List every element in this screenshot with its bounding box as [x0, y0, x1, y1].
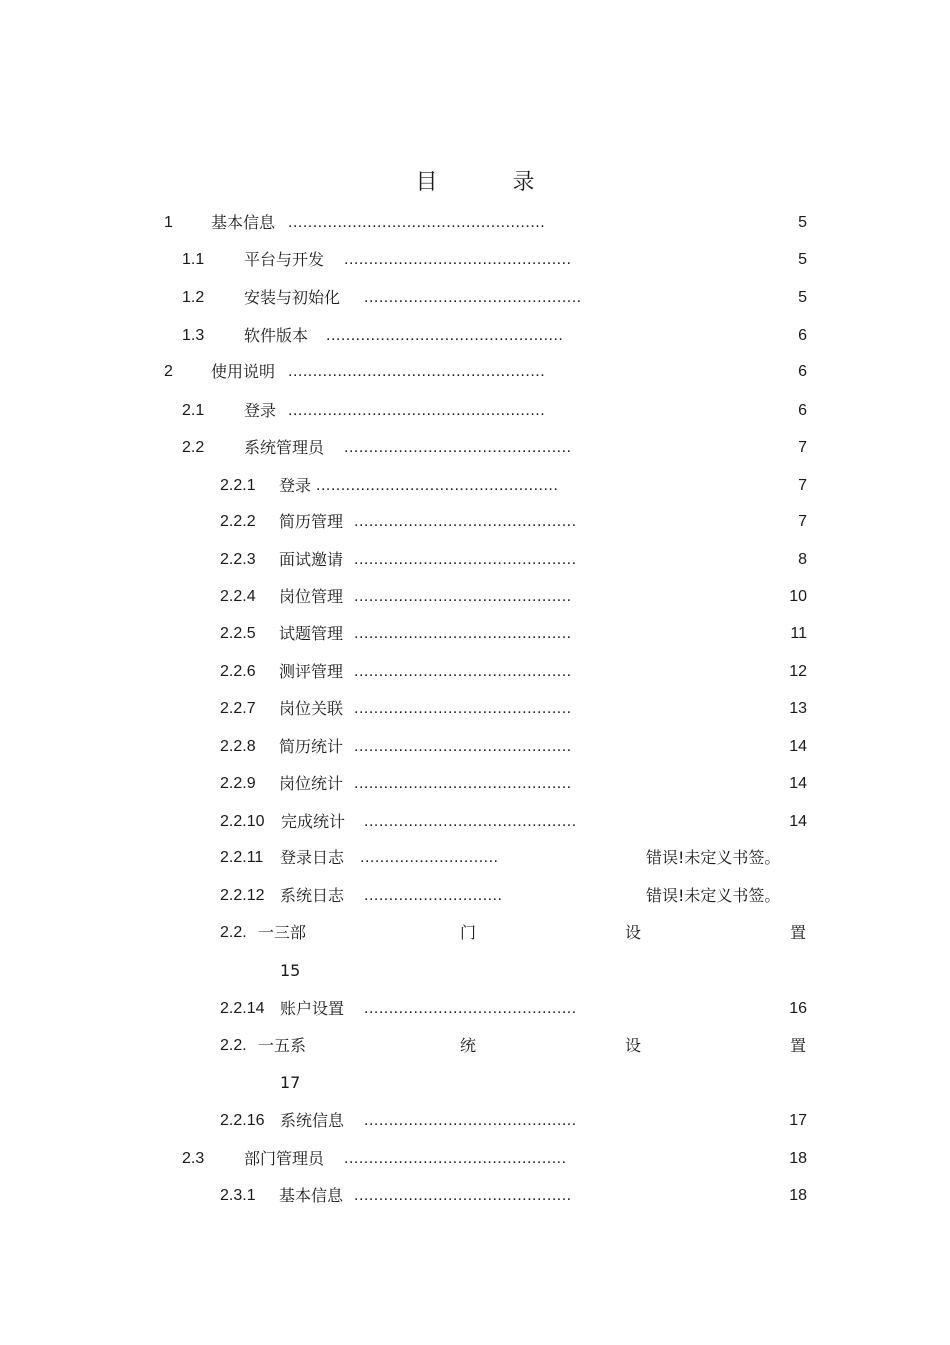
toc-entry[interactable]: [220, 1109, 820, 1133]
toc-entry-title: 使用说明: [211, 362, 276, 381]
toc-entry-title: 系统信息: [280, 1111, 345, 1130]
toc-entry-number: 2.2.3: [220, 551, 256, 568]
toc-entry-title: 岗位管理: [279, 587, 344, 606]
toc-entry-number: 2.3.1: [220, 1187, 256, 1204]
toc-entry-page: 5: [798, 289, 807, 306]
toc-entry-number: 2.2.12: [220, 887, 265, 904]
toc-leader-dots: ..............................................: [344, 251, 572, 268]
toc-entry-number: 2.2.1: [220, 477, 256, 494]
toc-entry-title-part: 置: [790, 1036, 807, 1055]
toc-entry[interactable]: [182, 1147, 822, 1171]
toc-leader-dots: ............................: [360, 849, 499, 866]
toc-entry-page: 7: [798, 439, 807, 456]
toc-leader-dots: .................................................: [316, 477, 559, 494]
toc-entry-number: 2.2.7: [220, 700, 256, 717]
toc-entry-title: 软件版本: [244, 326, 309, 345]
toc-entry-page: 17: [280, 1073, 301, 1092]
toc-entry-title: 测评管理: [279, 662, 344, 681]
toc-leader-dots: ....................................................: [288, 214, 546, 231]
toc-entry-number: 1: [164, 214, 173, 231]
toc-leader-dots: ............................................: [354, 700, 572, 717]
toc-entry-title: 简历管理: [279, 512, 344, 531]
toc-entry-page: 5: [798, 214, 807, 231]
toc-entry[interactable]: [220, 548, 820, 572]
toc-entry-number: 1.2: [182, 289, 205, 306]
toc-entry-number: 2.2.8: [220, 738, 256, 755]
toc-entry-number: 2.2.9: [220, 775, 256, 792]
toc-entry[interactable]: [182, 248, 822, 272]
toc-entry-title: 完成统计: [281, 812, 346, 831]
toc-entry-title: 登录日志: [280, 848, 345, 867]
toc-entry[interactable]: [220, 921, 820, 945]
toc-entry-page: 10: [789, 588, 807, 605]
toc-entry-number: 1.1: [182, 251, 205, 268]
toc-entry-title: 面试邀请: [279, 550, 344, 569]
toc-entry-page: 14: [789, 738, 807, 755]
toc-entry-number: 2.2: [182, 439, 205, 456]
toc-entry-page: 7: [798, 477, 807, 494]
toc-leader-dots: ..............................................: [344, 439, 572, 456]
toc-entry[interactable]: [182, 286, 822, 310]
toc-entry-title: 试题管理: [279, 624, 344, 643]
toc-entry-number: 2.2.4: [220, 588, 256, 605]
toc-leader-dots: ............................................: [364, 289, 582, 306]
toc-entry-title-part: 统: [460, 1036, 477, 1055]
toc-entry-number: 1.3: [182, 327, 205, 344]
toc-leader-dots: .............................................: [354, 551, 577, 568]
toc-entry-title: 部门管理员: [244, 1149, 325, 1168]
toc-entry[interactable]: [220, 474, 820, 498]
toc-entry[interactable]: [220, 1184, 820, 1208]
toc-entry-number: 2.2.16: [220, 1112, 265, 1129]
toc-leader-dots: ...........................................: [364, 813, 577, 830]
toc-leader-dots: ............................................: [354, 663, 572, 680]
toc-entry-error: 错误!未定义书签。: [646, 848, 781, 867]
toc-entry-title: 平台与开发: [244, 250, 325, 269]
toc-leader-dots: ............................: [364, 887, 503, 904]
page-title: 目 录: [415, 170, 569, 195]
toc-entry-number: 2.1: [182, 402, 205, 419]
toc-leader-dots: ............................................: [354, 775, 572, 792]
toc-entry-number: 2.2.10: [220, 813, 265, 830]
toc-entry[interactable]: [220, 772, 820, 796]
toc-entry[interactable]: [220, 697, 820, 721]
toc-entry-title: 登录: [279, 476, 312, 495]
toc-entry-page: 13: [789, 700, 807, 717]
toc-entry-title: 简历统计: [279, 737, 344, 756]
toc-entry[interactable]: [164, 211, 824, 235]
toc-entry-title: 一五系: [258, 1036, 307, 1055]
toc-entry-number: 2.2.6: [220, 663, 256, 680]
toc-entry-number: 2: [164, 363, 173, 380]
toc-entry-title: 岗位关联: [279, 699, 344, 718]
toc-entry-page: 6: [798, 402, 807, 419]
toc-entry-number: 2.2.11: [220, 849, 264, 866]
toc-entry[interactable]: [182, 399, 822, 423]
toc-entry-title: 登录: [244, 401, 277, 420]
toc-entry-page: 6: [798, 327, 807, 344]
toc-entry[interactable]: [220, 1034, 820, 1058]
toc-entry-number: 2.2.5: [220, 625, 256, 642]
toc-entry-page: 11: [790, 625, 807, 642]
toc-entry-page: 17: [789, 1112, 807, 1129]
toc-entry[interactable]: [220, 884, 820, 908]
toc-leader-dots: ............................................: [354, 625, 572, 642]
toc-entry-title-part: 设: [625, 923, 642, 942]
toc-entry-number: 2.2.14: [220, 1000, 265, 1017]
toc-entry[interactable]: [220, 810, 820, 834]
toc-entry[interactable]: [220, 846, 820, 870]
toc-entry[interactable]: [220, 997, 820, 1021]
toc-entry-page: 16: [789, 1000, 807, 1017]
toc-entry-error: 错误!未定义书签。: [646, 886, 781, 905]
toc-leader-dots: ....................................................: [288, 402, 546, 419]
toc-entry[interactable]: [220, 660, 820, 684]
toc-entry-number: 2.2.: [220, 1037, 247, 1054]
toc-entry-title-part: 门: [460, 923, 477, 942]
toc-entry[interactable]: [164, 360, 824, 384]
toc-entry-page: 8: [798, 551, 807, 568]
toc-entry-page: 15: [280, 961, 301, 980]
toc-entry[interactable]: [220, 585, 820, 609]
toc-entry-title-part: 置: [790, 923, 807, 942]
toc-entry-page: 6: [798, 363, 807, 380]
toc-leader-dots: ............................................: [354, 588, 572, 605]
toc-entry[interactable]: [182, 436, 822, 460]
toc-entry-page: 18: [789, 1150, 807, 1167]
toc-entry-title: 基本信息: [279, 1186, 344, 1205]
toc-entry[interactable]: [220, 622, 820, 646]
toc-entry-page: 18: [789, 1187, 807, 1204]
toc-entry-page: 14: [789, 813, 807, 830]
toc-entry-title: 账户设置: [280, 999, 345, 1018]
toc-entry[interactable]: [220, 735, 820, 759]
toc-entry-title: 安装与初始化: [244, 288, 341, 307]
toc-entry-title: 基本信息: [211, 213, 276, 232]
toc-entry-title: 岗位统计: [279, 774, 344, 793]
toc-entry[interactable]: [182, 324, 822, 348]
toc-leader-dots: ....................................................: [288, 363, 546, 380]
toc-entry-page: 14: [789, 775, 807, 792]
toc-entry-number: 2.3: [182, 1150, 205, 1167]
toc-leader-dots: .............................................: [354, 513, 577, 530]
toc-entry-title: 系统日志: [280, 886, 345, 905]
toc-entry-number: 2.2.2: [220, 513, 256, 530]
toc-entry-number: 2.2.: [220, 924, 247, 941]
toc-entry-title: 一三部: [258, 923, 307, 942]
toc-leader-dots: ............................................: [354, 1187, 572, 1204]
toc-entry-title-part: 设: [625, 1036, 642, 1055]
toc-leader-dots: ...........................................: [364, 1112, 577, 1129]
toc-leader-dots: .............................................: [344, 1150, 567, 1167]
toc-entry-page: 12: [789, 663, 807, 680]
toc-entry-page: 7: [798, 513, 807, 530]
toc-entry-page: 5: [798, 251, 807, 268]
toc-leader-dots: ...........................................: [364, 1000, 577, 1017]
toc-leader-dots: ................................................: [326, 327, 564, 344]
toc-entry[interactable]: [220, 510, 820, 534]
toc-entry-title: 系统管理员: [244, 438, 325, 457]
toc-leader-dots: ............................................: [354, 738, 572, 755]
